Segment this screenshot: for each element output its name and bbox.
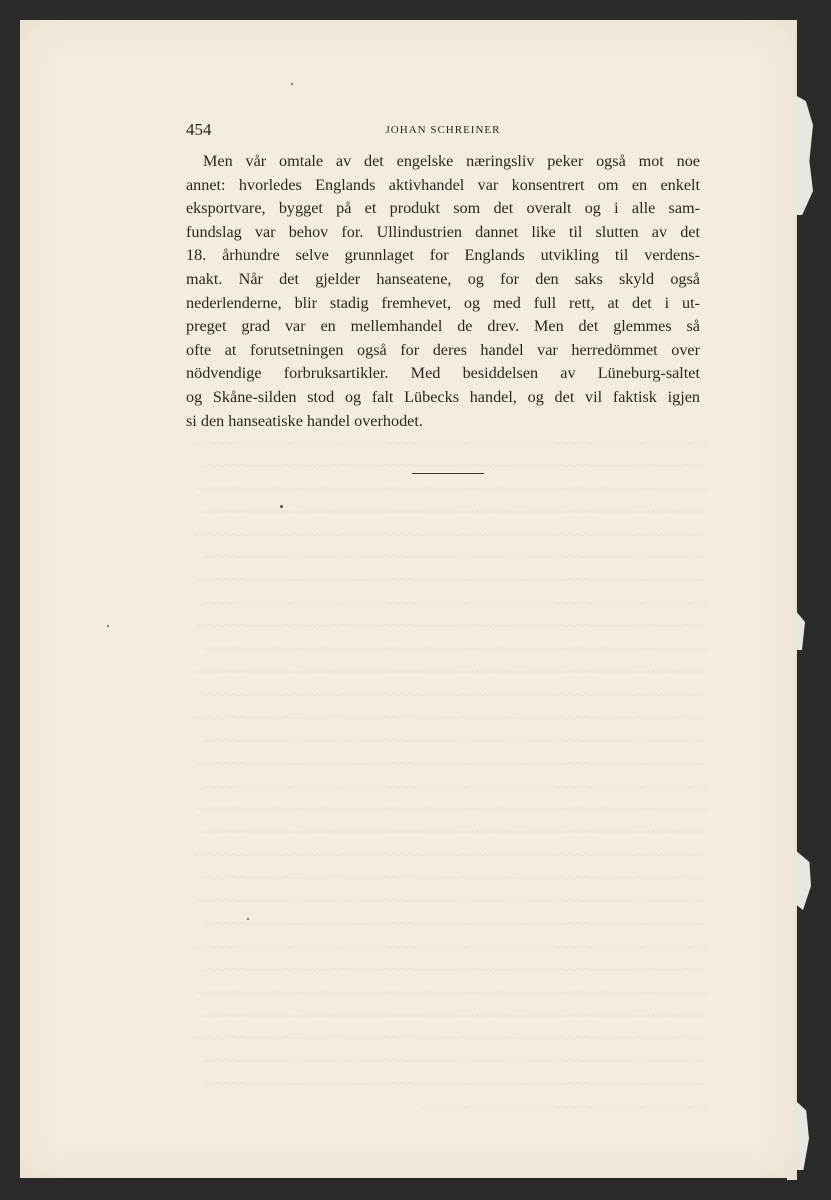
text-line: fundslag var behov for. Ullindustrien dannet like til slutten av det bbox=[186, 222, 700, 241]
text-line: ofte at forutsetningen også for deres handel var herredömmet over bbox=[186, 340, 700, 359]
text-line: annet: hvorledes Englands aktivhandel var konsentrert om en enkelt bbox=[186, 175, 700, 194]
section-divider bbox=[412, 473, 484, 474]
paper-speck bbox=[107, 625, 109, 627]
paper-speck bbox=[291, 83, 293, 85]
running-head: JOHAN SCHREINER bbox=[385, 124, 501, 136]
page-header bbox=[186, 120, 700, 142]
text-line: 18. århundre selve grunnlaget for Englands utvikling til verdens- bbox=[186, 246, 700, 265]
body-paragraph bbox=[186, 150, 700, 433]
text-line: nederlenderne, blir stadig fremhevet, og med full rett, at det i ut- bbox=[186, 293, 700, 312]
text-line: eksportvare, bygget på et produkt som det overalt og i alle sam- bbox=[186, 199, 700, 218]
page-number: 454 bbox=[186, 120, 212, 139]
paper-speck bbox=[280, 505, 283, 508]
text-line: nödvendige forbruksartikler. Med besiddelsen av Lüneburg-saltet bbox=[186, 364, 700, 383]
text-line: og Skåne-silden stod og falt Lübecks handel, og det vil faktisk igjen bbox=[186, 387, 700, 406]
text-line: makt. Når det gjelder hanseatene, og for den saks skyld også bbox=[186, 269, 700, 288]
text-line: si den hanseatiske handel overhodet. bbox=[186, 411, 423, 430]
text-line: Men vår omtale av det engelske næringsliv peker også mot noe bbox=[203, 152, 700, 170]
paper-speck bbox=[247, 918, 249, 920]
text-line: preget grad var en mellemhandel de drev. Men det glemmes så bbox=[186, 317, 700, 336]
